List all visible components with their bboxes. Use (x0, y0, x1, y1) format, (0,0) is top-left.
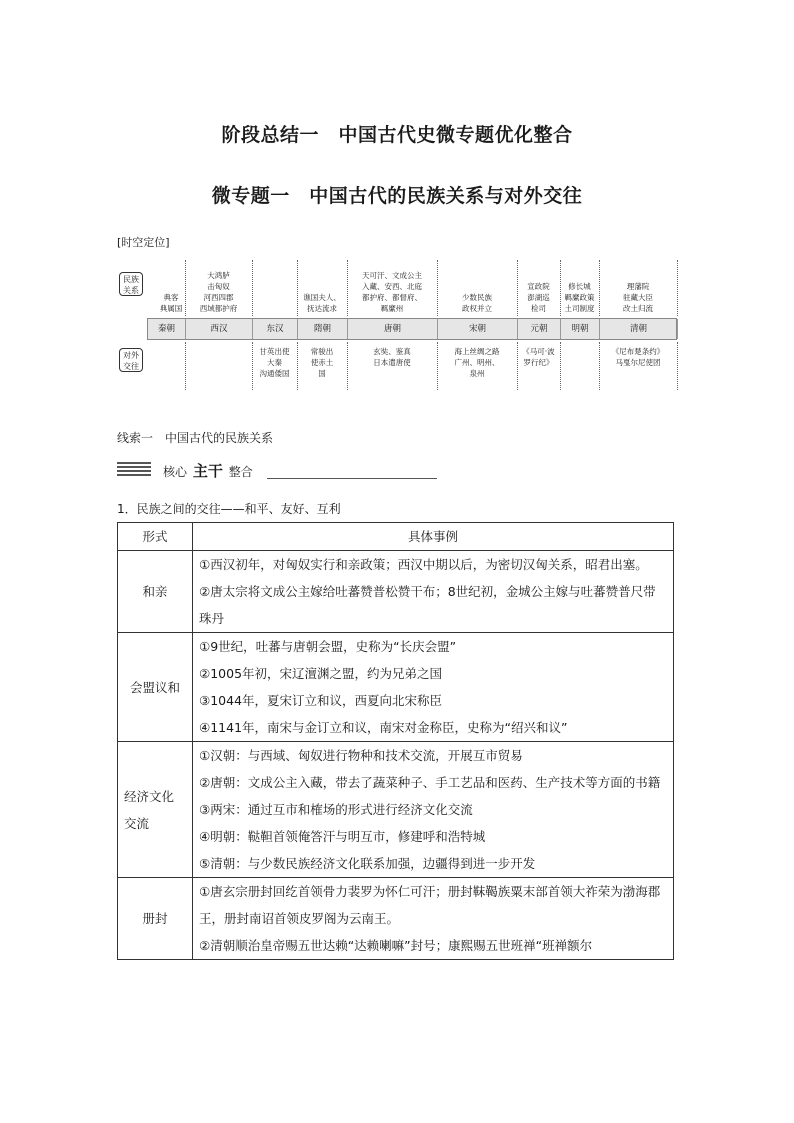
example-item: ④明朝：鞑靼首领俺答汗与明互市，修建呼和浩特城 (199, 829, 486, 844)
section-title: 微专题一 中国古代的民族关系与对外交往 (211, 185, 583, 207)
timeline-divider (437, 342, 438, 390)
form-cell: 册封 (118, 878, 193, 960)
ethnic-entry: 理藩院 驻藏大臣 改土归流 (623, 282, 653, 313)
dynasty-cell: 唐朝 (348, 319, 438, 339)
foreign-entry: 海上丝绸之路 广州、明州、 泉州 (454, 347, 500, 378)
table-row (118, 878, 674, 960)
core-bold: 主干 (192, 462, 223, 480)
dynasty-bar (147, 318, 677, 340)
example-item: ②唐太宗将文成公主嫁给吐蕃赞普松赞干布；8世纪初，金城公主嫁与吐蕃赞普尺带珠丹 (199, 584, 656, 626)
timeline-divider (347, 342, 348, 390)
dynasty-cell: 隋朝 (298, 319, 348, 339)
example-item: ①西汉初年，对匈奴实行和亲政策；西汉中期以后，为密切汉匈关系，昭君出塞。 (199, 557, 648, 572)
dynasty-cell: 元朝 (518, 319, 561, 339)
timeline-divider (252, 342, 253, 390)
dynasty-cell: 宋朝 (438, 319, 518, 339)
core-banner-text (163, 460, 253, 481)
foreign-entry: 甘英出使 大秦 沟通倭国 (259, 347, 290, 378)
timeline-divider (560, 260, 561, 316)
table-row (118, 633, 674, 742)
foreign-entry: 玄奘、鉴真 日本遣唐使 (373, 347, 411, 367)
example-item: ②唐朝：文成公主入藏，带去了蔬菜种子、手工艺品和医药、生产技术等方面的书籍 (199, 775, 661, 790)
timeline-divider (599, 342, 600, 390)
timeline-divider (185, 260, 186, 316)
example-item: ①唐玄宗册封回纥首领骨力裴罗为怀仁可汗；册封靺鞨族粟末部首领大祚荣为渤海郡王，册封南诏首领皮罗阁为云南王。 (199, 884, 661, 926)
timeline-divider (517, 342, 518, 390)
table-row (118, 742, 674, 878)
dynasty-cell: 东汉 (253, 319, 298, 339)
examples-cell (193, 551, 674, 633)
example-item: ②清朝顺治皇帝赐五世达赖“达赖喇嘛”封号；康熙赐五世班禅“班禅额尔 (199, 938, 593, 953)
examples-cell (193, 633, 674, 742)
foreign-entry: 常骏出 使赤土 国 (310, 347, 334, 378)
foreign-entry: 《尼布楚条约》 马戛尔尼使团 (611, 347, 665, 367)
dynasty-cell: 明朝 (561, 319, 600, 339)
page-title: 阶段总结一 中国古代史微专题优化整合 (221, 124, 573, 146)
relations-table (117, 522, 674, 960)
foreign-entry: 《马可·波 罗行纪》 (522, 347, 555, 367)
timeline-divider (677, 260, 678, 316)
timeline-divider (297, 342, 298, 390)
header-form: 形式 (118, 523, 193, 551)
core-left: 核心 (163, 465, 188, 479)
form-cell (118, 742, 193, 878)
table-header-row (118, 523, 674, 551)
header-examples: 具体事例 (193, 523, 674, 551)
ethnic-entry: 典客 典属国 (159, 293, 183, 313)
dynasty-cell: 清朝 (600, 319, 678, 339)
ethnic-relations-badge: 民族关系 (119, 272, 143, 296)
stripes-decoration (117, 462, 151, 478)
timeline-divider (677, 342, 678, 390)
timeline-divider (185, 342, 186, 390)
example-item: ③两宋：通过互市和榷场的形式进行经济文化交流 (199, 802, 473, 817)
form-cell-text: 经济文化交流 (124, 788, 175, 831)
core-right: 整合 (228, 465, 253, 479)
timeline-divider (297, 260, 298, 316)
example-item: ④1141年，南宋与金订立和议，南宋对金称臣，史称为“绍兴和议” (199, 720, 568, 735)
dynasty-cell: 秦朝 (148, 319, 186, 339)
table-row (118, 551, 674, 633)
timeline-figure (117, 258, 677, 393)
ethnic-entry: 修长城 羁縻政策 土司制度 (564, 282, 595, 313)
timeline-divider (252, 260, 253, 316)
timeline-divider (517, 260, 518, 316)
dynasty-cell: 西汉 (186, 319, 253, 339)
timeline-divider (437, 260, 438, 316)
example-item: ②1005年初，宋辽澶渊之盟，约为兄弟之国 (199, 666, 443, 681)
form-cell: 会盟议和 (118, 633, 193, 742)
ethnic-entry: 天可汗、文成公主 入藏、安西、北庭 都护府、都督府、 羁縻州 (362, 271, 422, 313)
timeline-divider (599, 260, 600, 316)
example-item: ⑤清朝：与少数民族经济文化联系加强，边疆得到进一步开发 (199, 856, 536, 871)
ethnic-entry: 谯国夫人、 抚达流求 (303, 293, 341, 313)
timeline-divider (560, 342, 561, 390)
foreign-relations-badge: 对外交往 (119, 348, 143, 372)
example-item: ①汉朝：与西域、匈奴进行物种和技术交流，开展互市贸易 (199, 748, 523, 763)
timeline-tag: [时空定位] (117, 236, 170, 249)
ethnic-entry: 宣政院 澎湖巡 检司 (527, 282, 550, 313)
example-item: ③1044年，夏宋订立和议，西夏向北宋称臣 (199, 693, 443, 708)
ethnic-entry: 大鸿胪 击匈奴 河西四郡 西域都护府 (199, 271, 238, 313)
core-banner (117, 456, 437, 484)
form-cell: 和亲 (118, 551, 193, 633)
example-item: ①9世纪，吐蕃与唐朝会盟，史称为“长庆会盟” (199, 639, 457, 654)
timeline-divider (347, 260, 348, 316)
examples-cell (193, 742, 674, 878)
core-underline (267, 478, 437, 479)
ethnic-entry: 少数民族 政权并立 (462, 293, 492, 313)
clue-heading: 线索一 中国古代的民族关系 (117, 431, 274, 445)
subsection-heading: 1．民族之间的交往——和平、友好、互利 (117, 502, 341, 516)
examples-cell (193, 878, 674, 960)
